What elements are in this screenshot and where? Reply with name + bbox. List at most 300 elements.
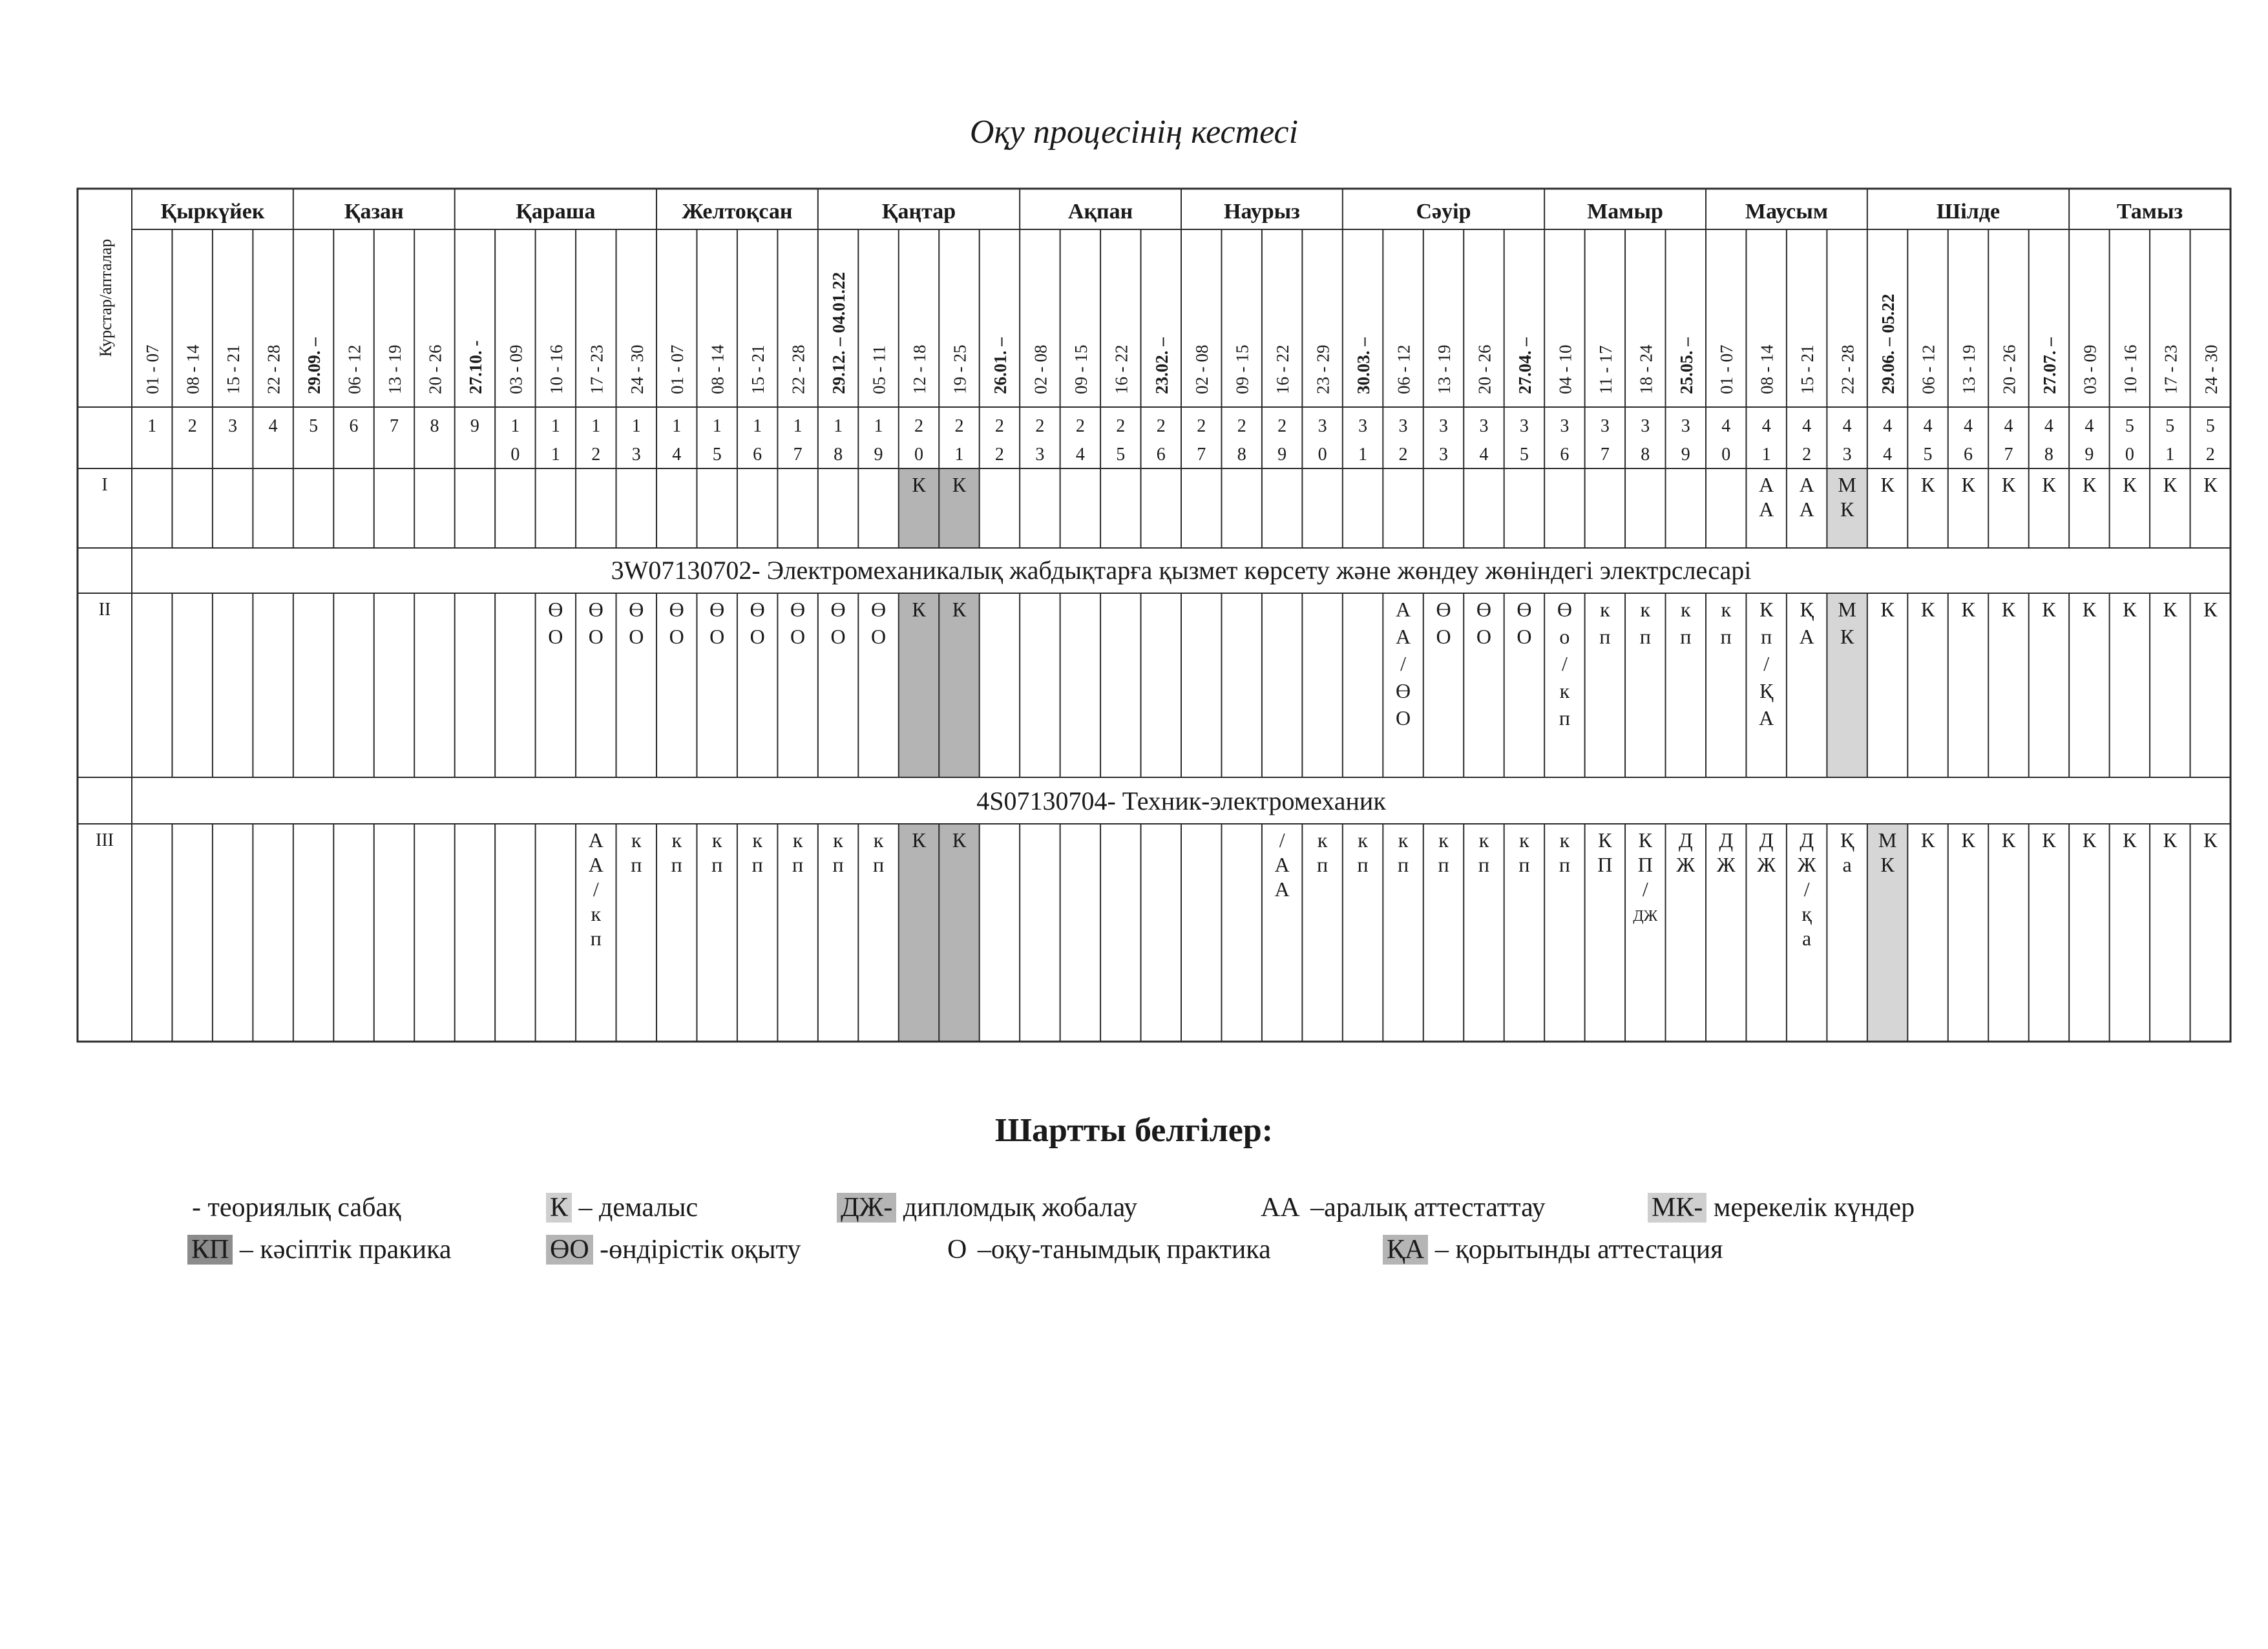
specialty-title-1: 3W07130702- Электромеханикалық жабдықтарға қызмет көрсету және жөндеу жөніндегі электрслесарі xyxy=(611,556,1752,585)
week-date-label: 17 - 23 xyxy=(587,344,607,394)
cell-code: К xyxy=(2203,473,2218,496)
week-number: 3 xyxy=(1398,416,1408,436)
week-date-label: 06 - 12 xyxy=(344,344,364,394)
week-number: 4 xyxy=(1802,416,1812,436)
cell-code: К xyxy=(1840,625,1854,648)
week-number: 0 xyxy=(914,445,923,465)
legend-theory-text: - теориялық сабақ xyxy=(192,1193,401,1223)
week-number: 2 xyxy=(954,416,964,436)
cell-code: Ө xyxy=(588,598,604,621)
week-number: 7 xyxy=(1197,445,1206,465)
week-date-label: 29.12. – 04.01.22 xyxy=(829,272,849,394)
cell-code: К xyxy=(2042,598,2056,621)
week-number: 4 xyxy=(1075,445,1085,465)
week-number: 3 xyxy=(1035,445,1045,465)
week-number: 2 xyxy=(994,445,1004,465)
legend-prof-practice-symbol: КП xyxy=(187,1235,233,1265)
cell-code: А xyxy=(1799,498,1814,521)
week-number: 4 xyxy=(1964,416,1973,436)
week-date-label: 19 - 25 xyxy=(950,344,970,394)
week-number: 5 xyxy=(2205,416,2215,436)
week-date-label: 20 - 26 xyxy=(1999,344,2019,394)
cell-code: к xyxy=(833,828,843,852)
week-number: 3 xyxy=(1641,416,1650,436)
week-number: 2 xyxy=(187,416,197,436)
cell-code: О xyxy=(750,625,765,648)
cell-code: п xyxy=(872,853,885,876)
week-number: 1 xyxy=(1358,445,1368,465)
shaded-cell xyxy=(899,824,939,1042)
page-title: Оқу процесінің кестесі xyxy=(969,114,1299,151)
week-number: 4 xyxy=(1883,445,1893,465)
cell-code: К xyxy=(1638,828,1652,852)
cell-code: к xyxy=(873,828,884,852)
week-date-label: 23 - 29 xyxy=(1313,344,1333,394)
week-number: 1 xyxy=(631,416,641,436)
cell-code: а xyxy=(1842,853,1852,876)
cell-code: К xyxy=(1961,598,1975,621)
week-date-label: 29.06. – 05.22 xyxy=(1878,293,1898,394)
legend-educational-text: –оқу-танымдық практика xyxy=(971,1235,1271,1265)
week-date-label: 20 - 26 xyxy=(1475,344,1495,394)
cell-code: Ж xyxy=(1757,853,1776,876)
cell-code: К xyxy=(912,473,926,496)
week-date-label: 12 - 18 xyxy=(910,344,929,394)
cell-code: А xyxy=(1799,473,1814,496)
cell-code: К xyxy=(1880,473,1895,496)
shaded-cell xyxy=(939,824,979,1042)
legend-prof-practice-text: – кәсіптік пракика xyxy=(233,1235,452,1265)
cell-code: О xyxy=(669,625,684,648)
month-label: Мамыр xyxy=(1587,200,1663,224)
week-number: 2 xyxy=(1237,416,1246,436)
cell-code: К xyxy=(912,598,926,621)
week-number: 1 xyxy=(712,416,722,436)
week-number: 1 xyxy=(834,416,843,436)
cell-code: п xyxy=(1599,625,1611,648)
week-date-label: 04 - 10 xyxy=(1555,344,1575,394)
cell-code: к xyxy=(1559,679,1570,702)
cell-code: қ xyxy=(1801,902,1812,925)
week-number: 8 xyxy=(430,416,439,436)
cell-code: К xyxy=(2163,473,2177,496)
cell-code: К xyxy=(1880,853,1895,876)
legend-production-symbol: ӨО xyxy=(546,1235,593,1265)
cell-code: А xyxy=(588,828,604,852)
cell-code: Ж xyxy=(1716,853,1736,876)
cell-code: К xyxy=(2082,828,2097,852)
week-date-label: 09 - 15 xyxy=(1071,344,1091,394)
cell-code: А xyxy=(1759,473,1774,496)
week-date-label: 08 - 14 xyxy=(183,344,203,394)
cell-code: А xyxy=(1274,853,1290,876)
cell-code: К xyxy=(952,598,967,621)
cell-code: М xyxy=(1838,598,1856,621)
cell-code: Ө xyxy=(1436,598,1451,621)
week-number: 1 xyxy=(551,445,560,465)
cell-code: К xyxy=(1840,498,1854,521)
cell-code: К xyxy=(2042,828,2056,852)
week-date-label: 03 - 09 xyxy=(2080,344,2100,394)
week-number: 7 xyxy=(793,445,803,465)
week-date-label: 03 - 09 xyxy=(506,344,526,394)
cell-code: К xyxy=(1961,473,1975,496)
cell-code: к xyxy=(671,828,682,852)
cell-code: / xyxy=(1279,828,1285,852)
week-number: 3 xyxy=(1358,416,1368,436)
week-date-label: 22 - 28 xyxy=(1838,344,1858,394)
cell-code: п xyxy=(1761,625,1772,648)
cell-code: п xyxy=(1357,853,1369,876)
cell-code: А xyxy=(1759,706,1774,730)
month-label: Қараша xyxy=(516,200,596,224)
week-number: 9 xyxy=(874,445,883,465)
cell-code: К xyxy=(2001,598,2016,621)
week-date-label: 01 - 07 xyxy=(667,344,688,394)
cell-code: К xyxy=(2163,598,2177,621)
cell-code: К xyxy=(2123,828,2137,852)
week-number: 1 xyxy=(954,445,964,465)
cell-code: ДЖ xyxy=(1633,908,1658,925)
cell-code: / xyxy=(1803,877,1810,901)
cell-code: п xyxy=(590,927,602,950)
cell-code: К xyxy=(2203,828,2218,852)
week-number: 9 xyxy=(470,416,479,436)
cell-code: Ө xyxy=(1395,679,1411,702)
cell-code: К xyxy=(952,473,967,496)
legend-diploma xyxy=(837,1192,1137,1223)
cell-code: к xyxy=(1559,828,1570,852)
week-number: 5 xyxy=(1519,445,1529,465)
cell-code: / xyxy=(1642,877,1648,901)
cell-code: к xyxy=(792,828,803,852)
week-number: 6 xyxy=(349,416,359,436)
cell-code: О xyxy=(1436,625,1451,648)
cell-code: к xyxy=(1317,828,1328,852)
week-date-label: 01 - 07 xyxy=(143,344,163,394)
week-number: 4 xyxy=(268,416,278,436)
cell-code: О xyxy=(588,625,604,648)
legend-diploma-text: дипломдық жобалау xyxy=(896,1193,1138,1223)
cell-code: К xyxy=(2082,598,2097,621)
week-number: 8 xyxy=(2044,445,2053,465)
cell-code: п xyxy=(1317,853,1328,876)
cell-code: п xyxy=(1559,706,1570,730)
week-date-label: 02 - 08 xyxy=(1031,344,1051,394)
week-number: 7 xyxy=(1600,445,1610,465)
week-number: 2 xyxy=(1277,416,1287,436)
legend-final xyxy=(1383,1234,1723,1265)
week-number: 3 xyxy=(1479,416,1489,436)
cell-code: К xyxy=(912,828,926,852)
legend-interim-symbol: АА xyxy=(1261,1193,1300,1223)
month-label: Маусым xyxy=(1745,200,1828,224)
week-date-label: 10 - 16 xyxy=(546,344,566,394)
week-date-label: 02 - 08 xyxy=(1192,344,1212,394)
week-number: 4 xyxy=(2004,416,2013,436)
cell-code: к xyxy=(591,902,602,925)
cell-code: Ө xyxy=(790,598,806,621)
legend-educational xyxy=(943,1234,1271,1265)
week-date-label: 16 - 22 xyxy=(1111,344,1131,394)
week-number: 3 xyxy=(1681,416,1690,436)
week-number: 1 xyxy=(551,416,560,436)
week-number: 3 xyxy=(1439,445,1448,465)
month-label: Шілде xyxy=(1936,200,2000,224)
week-number: 5 xyxy=(2165,416,2175,436)
cell-code: к xyxy=(752,828,762,852)
week-date-label: 13 - 19 xyxy=(385,344,404,394)
week-date-label: 30.03. – xyxy=(1354,337,1374,394)
cell-code: К xyxy=(2203,598,2218,621)
week-date-label: 24 - 30 xyxy=(627,344,647,394)
week-number: 9 xyxy=(2084,445,2094,465)
week-date-label: 22 - 28 xyxy=(788,344,808,394)
week-number: 0 xyxy=(1318,445,1327,465)
cell-code: Қ xyxy=(1759,679,1774,702)
week-number: 1 xyxy=(874,416,883,436)
cell-code: / xyxy=(1763,652,1770,675)
cell-code: п xyxy=(751,853,763,876)
week-number: 2 xyxy=(1035,416,1045,436)
cell-code: к xyxy=(1438,828,1449,852)
legend-final-text: – қорытынды аттестация xyxy=(1428,1235,1723,1265)
week-number: 4 xyxy=(1721,416,1731,436)
cell-code: к xyxy=(1519,828,1529,852)
cell-code: К xyxy=(2001,473,2016,496)
week-number: 1 xyxy=(147,416,157,436)
week-number: 1 xyxy=(753,416,762,436)
week-number: 0 xyxy=(510,445,520,465)
week-date-label: 05 - 11 xyxy=(869,345,889,394)
cell-code: Ө xyxy=(709,598,725,621)
week-date-label: 25.05. – xyxy=(1676,337,1696,394)
cell-code: п xyxy=(1397,853,1409,876)
cell-code: О xyxy=(870,625,887,648)
week-date-label: 09 - 15 xyxy=(1232,344,1252,394)
legend-production xyxy=(546,1234,801,1265)
week-number: 4 xyxy=(1479,445,1489,465)
cell-code: К xyxy=(1920,473,1935,496)
cell-code: М xyxy=(1878,828,1897,852)
week-date-label: 23.02. – xyxy=(1151,337,1171,394)
cell-code: О xyxy=(1395,706,1411,730)
week-number: 6 xyxy=(1560,445,1570,465)
cell-code: Д xyxy=(1800,828,1814,852)
cell-code: А xyxy=(1395,625,1411,648)
cell-code: К xyxy=(1759,598,1774,621)
week-number: 7 xyxy=(2004,445,2013,465)
legend-final-symbol: ҚА xyxy=(1383,1235,1428,1265)
legend-interim xyxy=(1257,1192,1546,1223)
week-number: 3 xyxy=(631,445,641,465)
legend-title: Шартты белгілер: xyxy=(994,1112,1274,1149)
week-number: 4 xyxy=(1761,416,1771,436)
week-number: 1 xyxy=(510,416,520,436)
cell-code: п xyxy=(631,853,642,876)
cell-code: А xyxy=(1395,598,1411,621)
cell-code: К xyxy=(2042,473,2056,496)
week-number: 4 xyxy=(1883,416,1893,436)
legend-festive-text: мерекелік күндер xyxy=(1706,1193,1915,1223)
week-date-label: 27.04. – xyxy=(1515,337,1535,394)
cell-code: Ө xyxy=(1557,598,1572,621)
month-label: Қаңтар xyxy=(881,200,956,224)
week-date-label: 15 - 21 xyxy=(224,344,244,394)
cell-code: Ж xyxy=(1676,853,1696,876)
cell-code: о xyxy=(1559,625,1570,648)
cell-code: п xyxy=(671,853,682,876)
week-number: 2 xyxy=(1197,416,1206,436)
cell-code: О xyxy=(830,625,846,648)
cell-code: К xyxy=(1880,598,1895,621)
cell-code: Ө xyxy=(750,598,765,621)
legend-theory xyxy=(184,1192,401,1223)
cell-code: К xyxy=(1961,828,1975,852)
week-number: 3 xyxy=(1560,416,1570,436)
legend-interim-text: –аралық аттестаттау xyxy=(1303,1193,1546,1223)
week-number: 3 xyxy=(1600,416,1610,436)
week-number: 3 xyxy=(1318,416,1327,436)
week-number: 3 xyxy=(228,416,238,436)
legend-educational-symbol: О xyxy=(947,1235,967,1265)
cell-code: О xyxy=(629,625,644,648)
week-date-label: 06 - 12 xyxy=(1918,344,1938,394)
cell-code: К xyxy=(2001,828,2016,852)
week-date-label: 26.01. – xyxy=(990,337,1010,394)
cell-code: К xyxy=(2123,598,2137,621)
week-number: 6 xyxy=(1156,445,1166,465)
cell-code: п xyxy=(1559,853,1570,876)
week-number: 8 xyxy=(834,445,843,465)
cell-code: А xyxy=(1274,877,1290,901)
week-date-label: 29.09. – xyxy=(304,337,324,394)
week-date-label: 10 - 16 xyxy=(2120,344,2140,394)
week-date-label: 20 - 26 xyxy=(425,344,445,394)
week-date-label: 13 - 19 xyxy=(1434,344,1454,394)
week-number: 2 xyxy=(1398,445,1408,465)
cell-code: п xyxy=(1518,853,1530,876)
cell-code: Ө xyxy=(1476,598,1492,621)
week-number: 9 xyxy=(1277,445,1287,465)
cell-code: / xyxy=(1561,652,1568,675)
week-number: 2 xyxy=(914,416,923,436)
week-number: 5 xyxy=(712,445,722,465)
week-number: 9 xyxy=(1681,445,1690,465)
week-date-label: 16 - 22 xyxy=(1273,344,1293,394)
cell-code: К xyxy=(952,828,967,852)
week-number: 2 xyxy=(591,445,601,465)
week-number: 3 xyxy=(1439,416,1448,436)
cell-code: п xyxy=(1720,625,1732,648)
cell-code: п xyxy=(1680,625,1692,648)
week-number: 6 xyxy=(753,445,762,465)
week-number: 5 xyxy=(309,416,319,436)
week-number: 6 xyxy=(1964,445,1973,465)
week-date-label: 15 - 21 xyxy=(1798,344,1818,394)
cell-code: К xyxy=(2082,473,2097,496)
cell-code: Ж xyxy=(1797,853,1816,876)
cell-code: О xyxy=(790,625,806,648)
week-date-label: 06 - 12 xyxy=(1394,344,1414,394)
week-date-label: 08 - 14 xyxy=(708,344,728,394)
week-number: 1 xyxy=(672,416,682,436)
month-label: Ақпан xyxy=(1067,200,1133,224)
cell-code: Ө xyxy=(629,598,644,621)
cell-code: К xyxy=(1598,828,1612,852)
cell-code: к xyxy=(1600,598,1610,621)
cell-code: О xyxy=(1517,625,1532,648)
cell-code: А xyxy=(588,853,604,876)
week-number: 4 xyxy=(2084,416,2094,436)
week-number: 7 xyxy=(390,416,399,436)
legend-theory-symbol xyxy=(184,1193,192,1223)
cell-code: Ө xyxy=(830,598,846,621)
week-number: 2 xyxy=(1156,416,1166,436)
cell-code: К xyxy=(1920,598,1935,621)
cell-code: к xyxy=(1358,828,1368,852)
cell-code: к xyxy=(631,828,642,852)
week-number: 0 xyxy=(2125,445,2134,465)
cell-code: М xyxy=(1838,473,1856,496)
cell-code: Қ xyxy=(1800,598,1814,621)
week-date-label: 08 - 14 xyxy=(1757,344,1777,394)
week-number: 8 xyxy=(1237,445,1246,465)
week-number: 1 xyxy=(793,416,803,436)
cell-code: К xyxy=(2163,828,2177,852)
cell-code: а xyxy=(1802,927,1812,950)
week-number: 2 xyxy=(2205,445,2215,465)
cell-code: Д xyxy=(1678,828,1693,852)
week-number: 2 xyxy=(1075,416,1085,436)
month-label: Наурыз xyxy=(1224,200,1300,224)
cell-code: п xyxy=(1438,853,1449,876)
week-number: 4 xyxy=(1923,416,1933,436)
legend-festive xyxy=(1648,1192,1915,1223)
month-label: Қыркүйек xyxy=(160,200,265,224)
month-label: Тамыз xyxy=(2116,200,2183,224)
cell-code: Д xyxy=(1719,828,1734,852)
legend-holiday-symbol: К xyxy=(546,1193,572,1223)
cell-code: Ө xyxy=(1517,598,1532,621)
cell-code: к xyxy=(1721,598,1732,621)
week-date-label: 13 - 19 xyxy=(1959,344,1979,394)
cell-code: п xyxy=(832,853,844,876)
cell-code: п xyxy=(792,853,804,876)
week-number: 3 xyxy=(1842,445,1852,465)
week-date-label: 18 - 24 xyxy=(1636,344,1656,394)
cell-code: Ө xyxy=(548,598,563,621)
week-number: 5 xyxy=(1116,445,1126,465)
week-date-label: 27.10. - xyxy=(465,340,485,394)
cell-code: Қ xyxy=(1840,828,1854,852)
cell-code: п xyxy=(1639,625,1651,648)
legend-holiday xyxy=(546,1192,698,1223)
cell-code: А xyxy=(1799,625,1814,648)
cell-code: Д xyxy=(1759,828,1774,852)
cell-code: к xyxy=(711,828,722,852)
course-label: III xyxy=(96,830,114,850)
month-label: Желтоқсан xyxy=(682,200,793,224)
cell-code: О xyxy=(1476,625,1492,648)
cell-code: О xyxy=(548,625,563,648)
week-number: 2 xyxy=(1802,445,1812,465)
cell-code: / xyxy=(1400,652,1406,675)
month-label: Сәуір xyxy=(1416,200,1471,224)
week-date-label: 01 - 07 xyxy=(1717,344,1737,394)
week-date-label: 17 - 23 xyxy=(2161,344,2181,394)
cell-code: к xyxy=(1680,598,1691,621)
